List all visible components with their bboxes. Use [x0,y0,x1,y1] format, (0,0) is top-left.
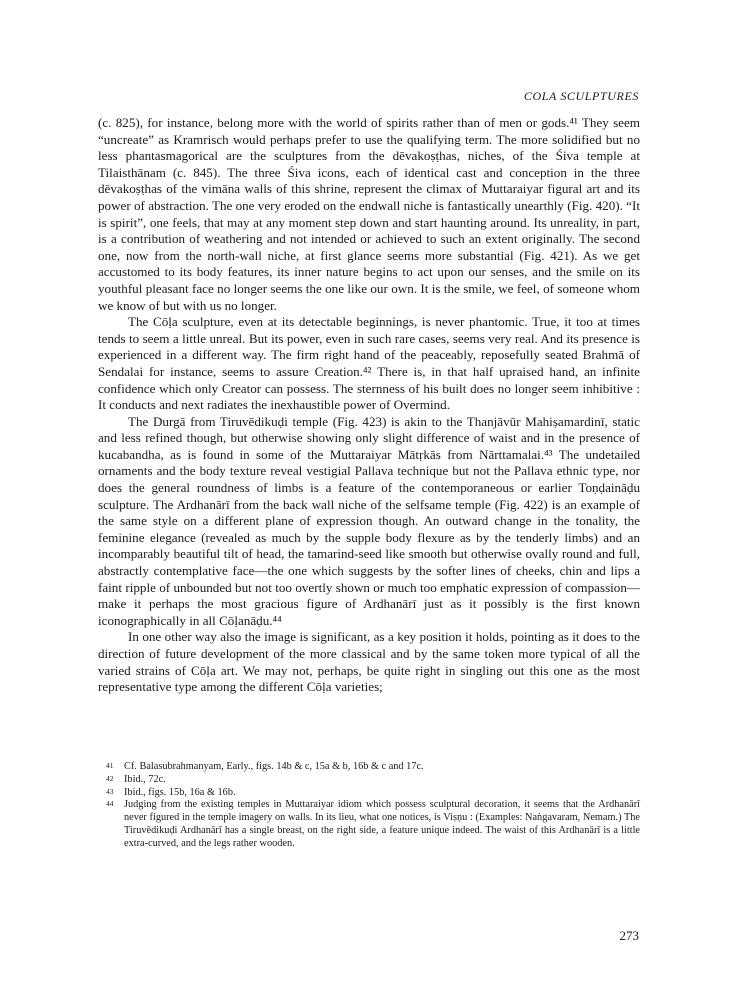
footnote-number: 41 [106,761,114,770]
footnote-text: Cf. Balasubrahmanyam, Early., figs. 14b & c, 15a & b, 16b & c and 17c. [124,761,424,772]
footnote [98,799,640,850]
footnote-number: 42 [106,773,114,783]
footnote [98,787,640,800]
footnote-number: 44 [106,799,114,809]
footnote [98,761,640,774]
footnote [98,774,640,787]
body-text [98,115,640,696]
footnote-text: Judging from the existing temples in Muttaraiyar idiom which possess sculptural decoration, it seems that the Ardhanārī never figured in the temple imagery on walls. In its lieu, what one notices, is Viṣṇu : (Examples: Naṅgavaram, Nemam.) The Tiruvēdikuḍi Ardhanārī has a single breast, on the right side, a feature unique indeed. The waist of this Ardhanārī is a little extra-curved, and the legs rather wooden. [124,799,640,849]
running-head: COLA SCULPTURES [523,89,639,103]
paragraph-3: The Durgā from Tiruvēdikuḍi temple (Fig. 423) is akin to the Thanjāvūr Mahiṣamardinī, static and less refined though, but otherwise showing only slight difference of waist and in the presence of kucabandha, as is found in some of the Muttaraiyar Mātṛkās from Nārttamalai.⁴³ The undetailed ornaments and the body texture reveal vestigial Pallava technique but not the Pallava ethnic type, nor does the general roundness of limbs is a feature of the contemporaneous or earlier Toṇḍaināḍu sculpture. The Ardhanārī from the back wall niche of the selfsame temple (Fig. 422) is an example of the same style on a different plane of expression though. An outward change in the tonality, the feminine elegance (revealed as much by the supple body flexure as by the tenderly limbs) and an incomparably beautiful tilt of head, the tamarind-seed like smooth but otherwise ovally round and full, abstractly contemplative face—the one which suggests by the softer lines of cheeks, chin and lips a faint ripple of unbounded but not too overtly shown or much too emphatic expression of compassion—make it perhaps the most gracious figure of Ardhanārī just as it possibly is the first known iconographically in all Cōḷanāḍu.⁴⁴ [98,413,640,628]
paragraph-4: In one other way also the image is significant, as a key position it holds, pointing as it does to the direction of future development of the more classical and by the same token more typical of all the varied strains of Cōḷa art. We may not, perhaps, be quite right in singling out this one as the most representative type among the different Cōḷa varieties; [98,629,640,695]
footnote-text: Ibid., figs. 15b, 16a & 16b. [124,786,236,798]
paragraph-1: (c. 825), for instance, belong more with the world of spirits rather than of men or gods.⁴¹ They seem “uncreate” as Kramrisch would perhaps prefer to use the qualifying term. The more solidified but no less phantasmagorical are the sculptures from the dēvakoṣṭhas, niches, of the Śiva temple at Tilaisthānam (c. 845). The three Śiva icons, each of identical cast and conception in the three dēvakoṣṭhas of the vimāna walls of this shrine, represent the climax of Muttaraiyar figural art and its power of abstraction. The one very eroded on the endwall niche is fantastically unearthly (Fig. 420). “It is spirit”, one feels, that may at any moment step down and start haunting around. Its unreality, in part, is a contribution of weathering and not intended or achieved to such an extent originally. The second one, now from the north-wall niche, at first glance seems more substantial (Fig. 421). As we get accustomed to its body features, its inner nature begins to act upon our senses, and the smile on its youthful pleasant face no longer seems the one like our own. It is the smile, we feel, of someone whom we know of but with us no longer. [98,115,640,313]
footnote-text: Ibid., 72c. [124,773,166,785]
footnotes [98,761,640,851]
footnote-number: 43 [106,786,114,796]
paragraph-2: The Cōḷa sculpture, even at its detectable beginnings, is never phantomic. True, it too at times tends to seem a little unreal. But its power, even in such rare cases, seems very real. And its presence is experienced in a different way. The firm right hand of the peaceably, reposefully seated Brahmā of Sendalai for instance, seems to assure Creation.⁴² There is, in that half upraised hand, an infinite confidence which only Creator can possess. The sternness of his built does no longer seem inhibitive : It conducts and next radiates the inexhaustible power of Overmind. [98,314,640,413]
page-number: 273 [619,928,639,943]
